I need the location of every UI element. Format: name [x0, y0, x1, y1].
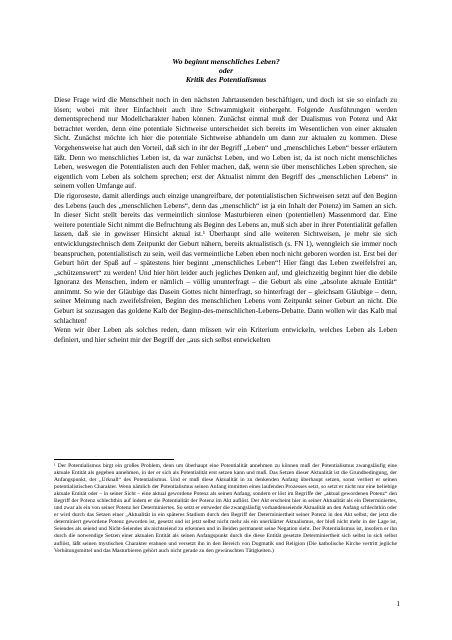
title-line-1: Wo beginnt menschliches Leben?	[172, 57, 280, 66]
title-line-2: oder	[218, 66, 234, 75]
footnote-text: ¹ Der Potentialismus birgt ein großes Problem, denn um überhaupt eine Potentialität annehmen zu können muß der Potentialismus zwangsläufig eine aktuale Entität als gegeben annehmen, in der er sich als Potentialität erst setzen kann und muß. Das Setzen dieser Aktualität ist die Grundbedingung, der Anfangspunkt, der „Urknall“ des Potentialismus. Und er muß diese Aktualität in zu denkenden Anfang überhaupt setzen, sonst verliert er seinen potentialistischen Charakter. Wenn nämlich der Potentialismus seinen Anfang immitten eines laufenden Prozesses setzt, so setzt er nicht nur eine beliebige aktuale Entität oder – in seiner Sicht – eine aktual gewordene Potenz als seinen Anfang, sondern er löst im Begriffe der „aktual gewordenen Potenz“ den Begriff der Potenz schlechthin auf indem er die Potentialität der Potenz im Akt auflöst. Der Akt erscheint hier in seiner Aktualität als ein Determiniertes, und zwar als ein von seiner Potenz her Determiniertes. So setzt er entweder die zwangsläufig vorhandenseiende Aktualität an den Anfang schlechthin oder er wird durch das Setzen einer „Aktualität in ein späteres Stadium durch den Begriff der Determiniertheit seiner Potenz in den Akt selbst, der jetzt die determiniert gewordene Potenz geworden ist, gesetzt und ist jetzt selbst nicht mehr als ein unerklärter Aktualismus, der bloß nicht mehr in der Lage ist, Seiendes als seiend und Nicht-Seiendes als nichtseiend zu erkennen und in Beiden permanent seine Negation sieht. Der Potentialismus ist, insofern er ihn durch die notwendige Setzen einer aktualen Entität als seinen Anfangspunkt durch die diese Entität gesetzte Determiniertheit sich selbst in sich selbst auflöst, läßt seinen mystischen Charakter erahnen und versetzt ihn in den Bereich von Dogmatik und Religion (Die katholische Kirche vertritt jegliche Verhütungsmittel und das Masturbieren gehört auch nicht gerade zu den gewünschten Tätigkeiten.)	[54, 463, 397, 554]
title-line-3: Kritik des Potentialismus	[185, 75, 267, 84]
page-number: 1	[396, 600, 400, 608]
body-text: Diese Frage wird die Menschheit noch in den nächsten Jahrtausenden beschäftigen, und doch ist sie so einfach zu lösen; wobei mit ihrer Einfachheit auch ihre Schwammigkeit einhergeht. Folgende Ausführungen werden dementsprechend nur Modellcharakter haben können. Zunächst einmal muß der Dualismus von Potenz und Akt betrachtet werden, denn eine potentiale Sichtweise unterscheidet sich bereits im Wesentlichen von einer aktualen Sicht. Zunächst möchte ich hier die potentiale Sichtweise abhandeln um dann zur aktualen zu kommen. Diese Vorgehensweise hat auch den Vorteil, daß sich in ihr der Begriff „Leben“ und „menschliches Leben“ besser erläutern läßt. Denn wo menschliches Leben ist, da war zunächst Leben, und wo Leben ist, da ist noch nicht menschliches Leben, weswegen die Potentialisten auch den Fehler machen, daß, wenn sie über menschliches Leben sprechen, sie eigentlich vom Leben als solchem sprechen; erst der Aktualist nimmt den Begriff des „menschlichen Lebens“ in seinem vollen Umfange auf. Die rigoroseste, damit allerdings auch einzige unangreifbare, der potentialistischen Sichtweisen setzt auf den Beginn des Lebens (auch des „menschlichen Lebens“, denn das „menschlich“ ist ja ein Inhalt der Potenz) im Samen an sich. In dieser Sicht stellt bereits das vermeintlich sinnlose Masturbieren einen (potentiellen) Massenmord dar. Eine weitere potentiale Sicht nimmt die Befruchtung als Beginn des Lebens an, muß sich aber in ihrer Potentialität gefallen lassen, daß sie in gewisser Hinsicht aktual ist.¹ Überhaupt sind alle weiteren Sichtweisen, je mehr sie sich entwicklungstechnisch dem Zeitpunkt der Geburt nähern, bereits aktualistisch (s. FN 1), wenngleich sie immer noch beanspruchen, potentialistisch zu sein, weil das vermeintliche Leben eben noch nicht geboren worden ist. Erst bei der Geburt hört der Spaß auf – spätestens hier beginnt „menschliches Leben“! Hier fängt das Leben zweifelsfrei an, „schützenswert“ zu werden! Und hier hört leider auch jegliches Denken auf, und gleichzeitig beginnt hier die debile Ignoranz des Menschen, indem er nämlich – völlig ununterfragt – die Geburt als eine „absolute aktuale Entität“ annimmt. So wie der Gläubige das Dasein Gottes nicht hinterfragt, so hinterfragt der – gleichsam Gläubige – denn, seiner Meinung nach zweifelsfreien, Beginn des menschlichen Lebens vom Zeitpunkt seiner Geburt an nicht. Die Geburt ist sozusagen das goldene Kalb der Beginn-des-menschlichen-Lebens-Debatte. Dann wollen wir das Kalb mal schlachten! Wenn wir über Leben als solches reden, dann müssen wir ein Kriterium entwickeln, welches Leben als Leben definiert, und hier scheint mir der Begriff der „aus sich selbst entwickelten	[54, 96, 397, 344]
footnote-separator	[54, 459, 174, 460]
